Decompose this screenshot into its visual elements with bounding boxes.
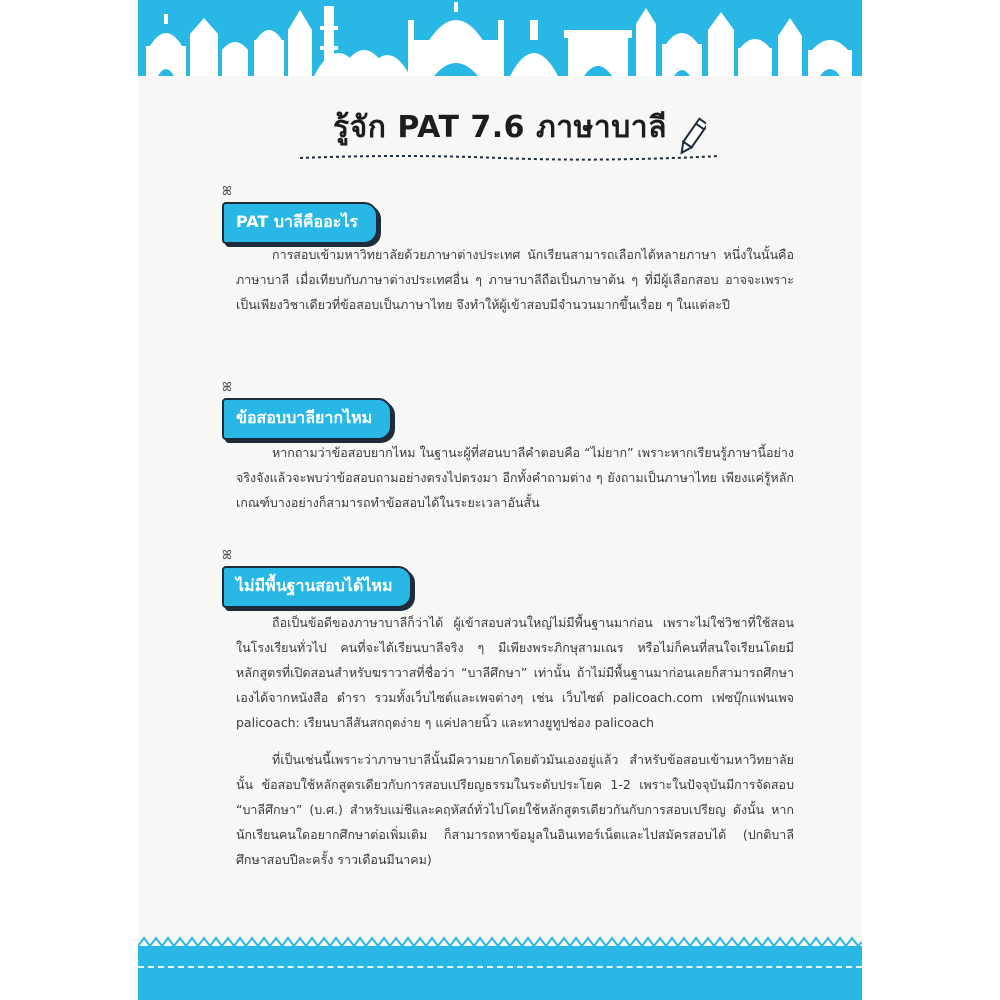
section-label: ไม่มีพื้นฐานสอบได้ไหม: [222, 566, 412, 608]
city-skyline-icon: [138, 0, 862, 76]
bee-icon: ꕤ: [222, 380, 232, 394]
bee-icon: ꕤ: [222, 548, 232, 562]
section-label: ข้อสอบบาลียากไหม: [222, 398, 392, 440]
title-underline: [300, 150, 720, 164]
section-body: [236, 242, 794, 317]
section-label: PAT บาลีคืออะไร: [222, 202, 378, 244]
paragraph: การสอบเข้ามหาวิทยาลัยด้วยภาษาต่างประเทศ นักเรียนสามารถเลือกได้หลายภาษา หนึ่งในนั้นคือภาษาบาลี เมื่อเทียบกับภาษาต่างประเทศอื่น ๆ ภาษาบาลีถือเป็นภาษาต้น ๆ ที่มีผู้เลือกสอบ อาจจะเพราะเป็นเพียงวิชาเดียวที่ข้อสอบเป็นภาษาไทย จึงทำให้ผู้เข้าสอบมีจำนวนมากขึ้นเรื่อย ๆ ในแต่ละปี: [236, 247, 794, 312]
document-page: [138, 0, 862, 1000]
page-title: รู้จัก PAT 7.6 ภาษาบาลี: [333, 110, 667, 145]
paragraph: ที่เป็นเช่นนี้เพราะว่าภาษาบาลีนั้นมีความยากโดยตัวมันเองอยู่แล้ว สำหรับข้อสอบเข้ามหาวิทยาลัยนั้น ข้อสอบใช้หลักสูตรเดียวกับการสอบเปรียญธรรมในระดับประโยค 1-2 เพราะในปัจจุบันมีการจัดสอบ “บาลีศึกษา” (บ.ศ.) สำหรับแม่ชีและคฤหัสถ์ทั่วไปโดยใช้หลักสูตรเดียวกันกับการสอบเปรียญ ดังนั้น หากนักเรียนคนใดอยากศึกษาต่อเพิ่มเติม ก็สามารถหาข้อมูลในอินเทอร์เน็ตและไปสมัครสอบได้ (ปกติบาลีศึกษาสอบปีละครั้ง ราวเดือนมีนาคม): [236, 752, 794, 867]
footer-band: [138, 946, 862, 1000]
footer-dashed-line: [138, 966, 862, 968]
section-heading: [222, 380, 392, 440]
bee-icon: ꕤ: [222, 184, 232, 198]
section-body: [236, 610, 794, 872]
section-heading: [222, 548, 412, 608]
section-body: [236, 440, 794, 515]
paragraph: ถือเป็นข้อดีของภาษาบาลีก็ว่าได้ ผู้เข้าสอบส่วนใหญ่ไม่มีพื้นฐานมาก่อน เพราะไม่ใช่วิชาที่ใช้สอนในโรงเรียนทั่วไป คนที่จะได้เรียนบาลีจริง ๆ มีเพียงพระภิกษุสามเณร หรือไม่ก็คนที่สนใจเรียนโดยมีหลักสูตรที่เปิดสอนสำหรับฆราวาสที่ชื่อว่า “บาลีศึกษา” เท่านั้น ถ้าไม่มีพื้นฐานมาก่อนเลยก็สามารถศึกษาเองได้จากหนังสือ ตำรา รวมทั้งเว็บไซต์และเพจต่างๆ เช่น เว็บไซต์ palicoach.com เฟซบุ๊กแฟนเพจ palicoach: เรียนบาลีสันสกฤตง่าย ๆ แค่ปลายนิ้ว และทางยูทูปช่อง palicoach: [236, 615, 794, 730]
paragraph: หากถามว่าข้อสอบยากไหม ในฐานะผู้ที่สอนบาลีคำตอบคือ “ไม่ยาก” เพราะหากเรียนรู้ภาษานี้อย่างจริงจังแล้วจะพบว่าข้อสอบถามอย่างตรงไปตรงมา อีกทั้งคำถามต่าง ๆ ยังถามเป็นภาษาไทย เพียงแค่รู้หลักเกณฑ์บางอย่างก็สามารถทำข้อสอบได้ในระยะเวลาอันสั้น: [236, 445, 794, 510]
section-heading: [222, 184, 378, 244]
